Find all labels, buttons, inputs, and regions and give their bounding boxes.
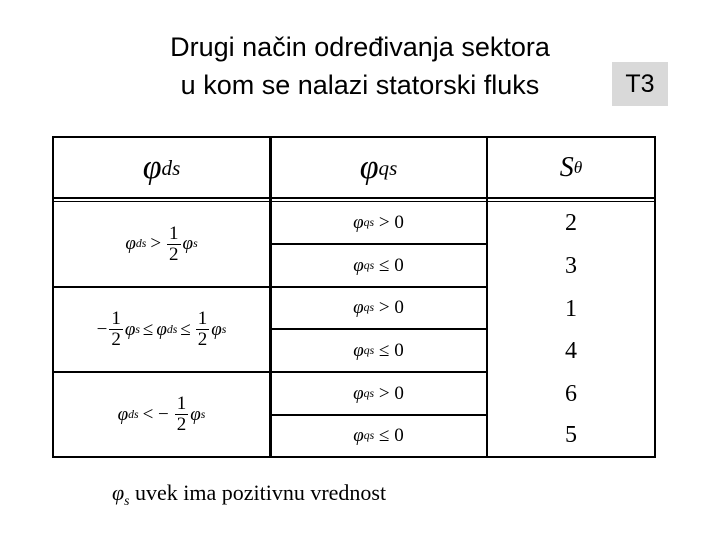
fraction <box>109 309 123 350</box>
numerator: 1 <box>169 222 179 244</box>
phi-symbol: φ <box>359 149 379 186</box>
operator: ≤ <box>142 318 154 340</box>
qs-condition <box>271 288 486 328</box>
subscript: qs <box>363 386 375 400</box>
sector-value: 5 <box>565 422 577 448</box>
phi-symbol: φ <box>112 480 125 505</box>
fraction <box>196 309 210 350</box>
subscript: s <box>221 322 227 336</box>
denominator: 2 <box>197 329 208 350</box>
sector-table <box>52 136 656 458</box>
denominator: 2 <box>169 243 179 265</box>
ds-condition-1 <box>54 202 269 286</box>
operator: < − <box>142 403 169 425</box>
relation: ≤ 0 <box>379 254 404 276</box>
subscript: qs <box>363 258 375 272</box>
sector-symbol: S <box>559 152 574 183</box>
footnote-text: uvek ima pozitivnu vrednost <box>134 480 387 505</box>
header-phi-qs <box>271 138 486 198</box>
fraction <box>175 394 189 435</box>
subscript: qs <box>378 155 398 180</box>
subscript: ds <box>128 407 139 421</box>
fraction <box>167 224 181 265</box>
numerator: 1 <box>176 393 187 415</box>
relation: ≤ 0 <box>379 425 404 446</box>
title-line-1: Drugi način određivanja sektora <box>170 32 550 62</box>
ds-condition-3 <box>54 373 269 456</box>
operator: ≤ <box>180 318 191 340</box>
operator: − <box>96 318 108 340</box>
phi-symbol: φ <box>182 233 194 254</box>
qs-condition <box>271 416 486 456</box>
ds-condition-2 <box>54 288 269 371</box>
relation: > 0 <box>378 297 404 318</box>
slide-badge: T3 <box>612 62 668 106</box>
qs-condition <box>271 245 486 286</box>
qs-condition <box>271 330 486 371</box>
operator: > <box>150 233 162 254</box>
phi-symbol: φ <box>353 254 364 276</box>
denominator: 2 <box>176 414 187 435</box>
subscript: ds <box>166 322 178 336</box>
phi-symbol: φ <box>353 297 364 318</box>
subscript: s <box>124 492 130 508</box>
phi-symbol: φ <box>124 318 136 340</box>
subscript: s <box>193 237 198 250</box>
phi-symbol: φ <box>353 339 364 361</box>
sector-value: 3 <box>565 253 577 279</box>
title-line-2: u kom se nalazi statorski fluks <box>180 70 540 100</box>
sector-value: 6 <box>565 380 577 407</box>
subscript: qs <box>363 215 375 229</box>
qs-condition <box>271 202 486 243</box>
header-phi-ds <box>54 138 269 198</box>
phi-symbol: φ <box>211 318 222 340</box>
relation: > 0 <box>378 211 404 233</box>
phi-symbol: φ <box>117 403 129 425</box>
phi-symbol: φ <box>353 382 364 404</box>
relation: > 0 <box>378 382 404 404</box>
phi-symbol: φ <box>125 233 136 254</box>
relation: ≤ 0 <box>379 339 404 361</box>
sector-value: 4 <box>565 338 577 364</box>
subscript: qs <box>363 301 375 314</box>
sector-value: 1 <box>565 295 577 322</box>
phi-symbol: φ <box>190 403 201 425</box>
denominator: 2 <box>111 329 121 350</box>
numerator: 1 <box>111 308 121 330</box>
subscript: s <box>135 322 140 336</box>
subscript: qs <box>363 343 375 357</box>
subscript: θ <box>573 158 583 177</box>
subscript: qs <box>363 429 375 442</box>
subscript: ds <box>161 155 181 180</box>
numerator: 1 <box>197 308 208 330</box>
phi-symbol: φ <box>156 318 167 340</box>
subscript: ds <box>135 237 147 250</box>
sector-value: 2 <box>565 210 577 236</box>
phi-symbol: φ <box>353 211 364 233</box>
qs-condition <box>271 373 486 414</box>
footnote <box>112 480 386 509</box>
subscript: s <box>200 407 206 421</box>
phi-symbol: φ <box>142 149 162 186</box>
phi-symbol: φ <box>353 425 364 446</box>
slide-title <box>90 28 630 104</box>
header-sector <box>488 138 654 198</box>
